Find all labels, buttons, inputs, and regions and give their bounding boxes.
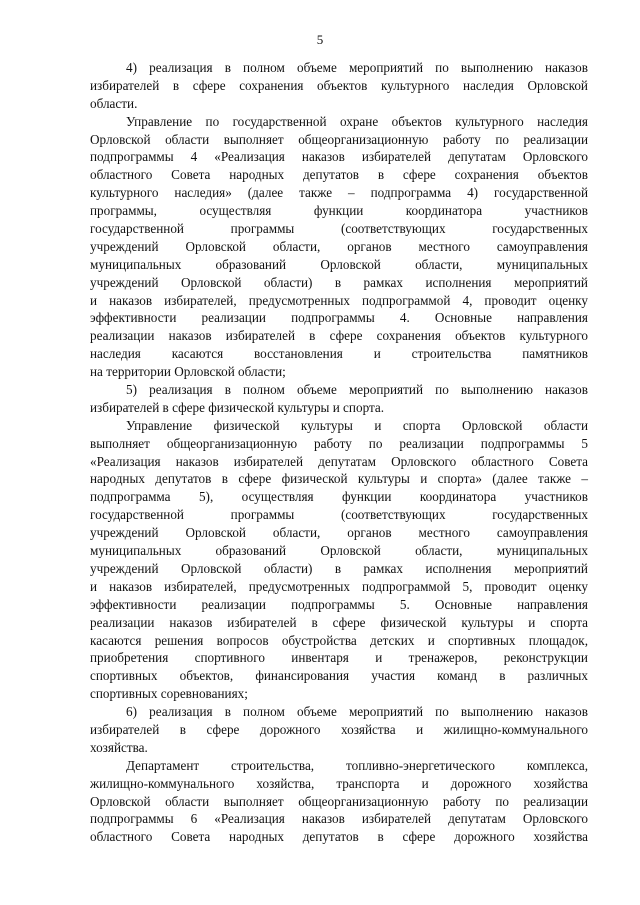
page-number: 5 [316,32,324,47]
text-line: областного Совета народных депутатов в сфере сохранения объектов [90,167,588,183]
text-line: Управление физической культуры и спорта Орловской области [126,417,588,433]
text-line: области. [90,95,138,111]
text-line: реализации наказов избирателей в сфере сохранения объектов культурного [90,328,588,344]
text-line: и наказов избирателей, предусмотренных подпрограммой 4, проводит оценку [90,292,588,308]
text-line: спортивных соревнованиях; [90,686,248,702]
text-line: муниципальных образований Орловской области, муниципальных [90,256,588,272]
text-line: 6) реализация в полном объеме мероприятий по выполнению наказов [126,704,588,720]
text-line: культурного наследия» (далее также – подпрограмма 4) государственной [90,185,588,201]
text-line: подпрограмма 5), осуществляя функции координатора участников [90,489,588,505]
text-line: и наказов избирателей, предусмотренных подпрограммой 5, проводит оценку [90,578,588,594]
text-line: подпрограммы 6 «Реализация наказов избирателей депутатам Орловского [90,811,588,827]
text-line: учреждений Орловской области, органов местного самоуправления [90,525,588,541]
text-line: государственной программы (соответствующих государственных [90,507,588,523]
text-line: избирателей в сфере физической культуры и спорта. [90,399,385,415]
text-line: спортивных объектов, финансирования участия команд в различных [90,668,588,684]
text-line: программы, осуществляя функции координатора участников [90,203,588,219]
text-line: эффективности реализации подпрограммы 4. Основные направления [90,310,588,326]
text-line: Департамент строительства, топливно-энергетического комплекса, [126,757,588,773]
text-line: подпрограммы 4 «Реализация наказов избирателей депутатам Орловского [90,149,588,165]
text-line: Орловской области выполняет общеорганизационную работу по реализации [90,793,588,809]
text-line: Управление по государственной охране объектов культурного наследия [126,113,588,129]
text-line: избирателей в сфере дорожного хозяйства и жилищно-коммунального [90,721,588,737]
text-line: Орловской области выполняет общеорганизационную работу по реализации [90,131,588,147]
text-line: выполняет общеорганизационную работу по реализации подпрограммы 5 [90,435,588,451]
text-line: эффективности реализации подпрограммы 5. Основные направления [90,596,588,612]
text-line: приобретения спортивного инвентаря и тренажеров, реконструкции [90,650,588,666]
text-line: учреждений Орловской области) в рамках исполнения мероприятий [90,560,588,576]
text-line: учреждений Орловской области, органов местного самоуправления [90,238,588,254]
text-line: избирателей в сфере сохранения объектов культурного наследия Орловской [90,77,588,93]
text-line: реализации наказов избирателей в сфере физической культуры и спорта [90,614,588,630]
text-line: учреждений Орловской области) в рамках исполнения мероприятий [90,274,588,290]
text-line: государственной программы (соответствующих государственных [90,221,588,237]
text-line: касаются решения вопросов обустройства детских и спортивных площадок, [90,632,588,648]
text-line: жилищно-коммунального хозяйства, транспорта и дорожного хозяйства [90,775,588,791]
text-line: муниципальных образований Орловской области, муниципальных [90,543,588,559]
body-text [90,59,588,846]
text-line: 5) реализация в полном объеме мероприятий по выполнению наказов [126,382,588,398]
text-line: хозяйства. [90,739,148,755]
text-line: на территории Орловской области; [90,364,286,380]
text-line: областного Совета народных депутатов в сфере дорожного хозяйства [90,829,588,845]
text-line: «Реализация наказов избирателей депутатам Орловского областного Совета [90,453,588,469]
text-line: наследия касаются восстановления и строительства памятников [90,346,588,362]
text-line: 4) реализация в полном объеме мероприятий по выполнению наказов [126,60,588,75]
text-line: народных депутатов в сфере физической культуры и спорта» (далее также – [90,471,588,487]
